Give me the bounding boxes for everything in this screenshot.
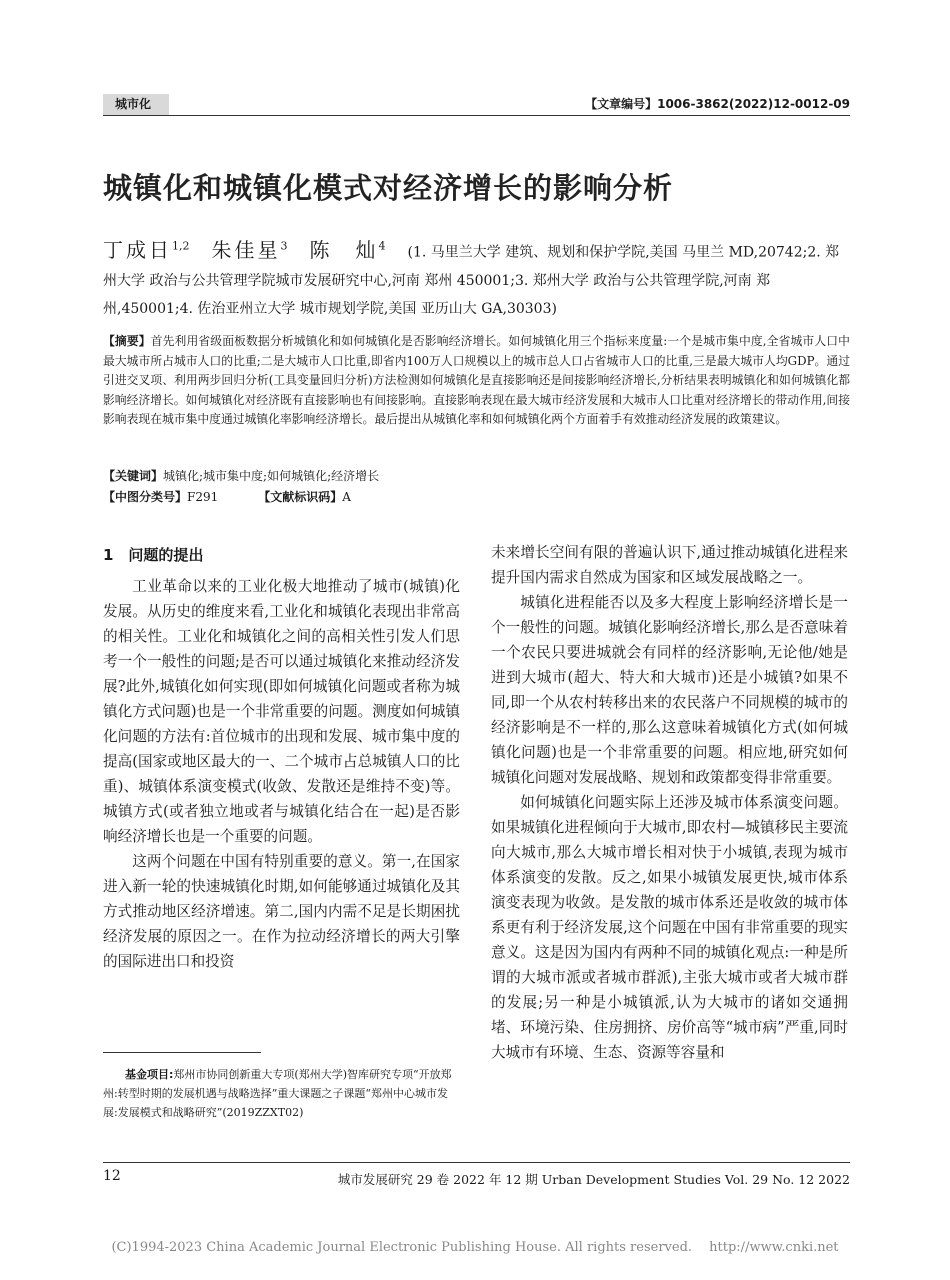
doc-code-value: A [342,490,351,504]
left-column [103,540,460,974]
abstract-text: 首先利用省级面板数据分析城镇化和如何城镇化是否影响经济增长。如何城镇化用三个指标来度量:一个是城市集中度,全省城市人口中最大城市所占城市人口的比重;二是大城市人口比重,即省内100万人口规模以上的城市总人口占省城市人口的比重,三是最大城市人均GDP。通过引进交叉项、利用两步回归分析(工具变量回归分析)方法检测如何城镇化是直接影响还是间接影响经济增长,分析结果表明城镇化和如何城镇化都影响经济增长。如何城镇化对经济既有直接影响也有间接影响。直接影响表现在最大城市经济发展和大城市人口比重对经济增长的带动作用,间接影响表现在城市集中度通过城镇化率影响经济增长。最后提出从城镇化率和如何城镇化两个方面着手有效推动经济发展的政策建议。 [103,334,850,426]
abstract-label: 【摘要】 [103,334,151,348]
author-block [103,232,850,323]
footnote-rule [103,1052,261,1053]
keywords-text: 城镇化;城市集中度;如何城镇化;经济增长 [163,469,380,483]
footnote [103,1065,460,1122]
journal-line: 城市发展研究 29 卷 2022 年 12 期 Urban Development Studies Vol. 29 No. 12 2022 [337,1172,850,1187]
doc-code-label: 【文献标识码】 [258,490,343,504]
footnote-text: 郑州市协同创新重大专项(郑州大学)智库研究专项“开放郑州:转型时期的发展机遇与战略选择”重大课题之子课题“郑州中心城市发展:发展模式和战略研究”(2019ZZXT02) [103,1068,452,1119]
section-heading: 1 问题的提出 [103,546,204,564]
article-number: 【文章编号】1006-3862(2022)12-0012-09 [585,97,850,111]
right-column [491,540,848,1065]
keywords [103,467,379,486]
author-2: 朱佳星$^3$ [211,237,288,262]
author-1: 丁成日$^{1,2}$ [103,237,190,262]
header-rule [103,115,850,116]
copyright-line: (C)1994-2023 China Academic Journal Electronic Publishing House. All rights reserved. http://www.cnki.net [111,1240,839,1255]
column-tag: 城市化 [103,94,169,115]
page-number: 12 [103,1168,121,1184]
clc-value: F291 [187,490,219,504]
paper-title: 城镇化和城镇化模式对经济增长的影响分析 [103,171,674,205]
abstract [103,332,850,430]
footnote-label: 基金项目: [125,1068,174,1081]
paragraph: 这两个问题在中国有特别重要的意义。第一,在国家进入新一轮的快速城镇化时期,如何能够通过城镇化及其方式推动地区经济增速。第二,国内内需不足是长期困扰经济发展的原因之一。在作为拉动经济增长的两大引擎的国际进出口和投资 [103,853,460,970]
affiliations: (1. 马里兰大学 建筑、规划和保护学院,美国 马里兰 MD,20742;2. 郑州大学 政治与公共管理学院城市发展研究中心,河南 郑州 450001;3. 郑州大学 政治与公共管理学院,河南 郑州,450001;4. 佐治亚州立大学 城市规划学院,美国 亚历山大 GA,30303) [103,244,840,317]
paragraph: 工业革命以来的工业化极大地推动了城市(城镇)化发展。从历史的维度来看,工业化和城镇化表现出非常高的相关性。工业化和城镇化之间的高相关性引发人们思考一个一般性的问题;是否可以通过城镇化来推动经济发展?此外,城镇化如何实现(即如何城镇化问题或者称为城镇化方式问题)也是一个非常重要的问题。测度如何城镇化问题的方法有:首位城市的出现和发展、城市集中度的提高(国家或地区最大的一、二个城市占总城镇人口的比重)、城镇体系演变模式(收敛、发散还是维持不变)等。城镇方式(或者独立地或者与城镇化结合在一起)是否影响经济增长也是一个重要的问题。 [103,578,460,845]
paragraph-continuation: 未来增长空间有限的普遍认识下,通过推动城镇化进程来提升国内需求自然成为国家和区域发展战略之一。 [491,544,848,586]
keywords-label: 【关键词】 [103,469,164,483]
author-3: 陈 灿$^4$ [309,237,386,262]
paragraph: 城镇化进程能否以及多大程度上影响经济增长是一个一般性的问题。城镇化影响经济增长,那么是否意味着一个农民只要进城就会有同样的经济影响,无论他/她是进到大城市(超大、特大和大城市)还是小城镇?如果不同,即一个从农村转移出来的农民落户不同规模的城市的经济影响是不一样的,那么这意味着城镇化方式(如何城镇化问题)也是一个非常重要的问题。相应地,研究如何城镇化问题对发展战略、规划和政策都变得非常重要。 [491,594,848,786]
classification-line [103,488,351,507]
footer-rule [103,1162,850,1163]
paragraph: 如何城镇化问题实际上还涉及城市体系演变问题。如果城镇化进程倾向于大城市,即农村—城镇移民主要流向大城市,那么大城市增长相对快于小城镇,表现为城市体系演变的发散。反之,如果小城镇发展更快,城市体系演变表现为收敛。是发散的城市体系还是收敛的城市体系更有利于经济发展,这个问题在中国有非常重要的现实意义。这是因为国内有两种不同的城镇化观点:一种是所谓的大城市派或者城市群派),主张大城市或者大城市群的发展;另一种是小城镇派,认为大城市的诸如交通拥堵、环境污染、住房拥挤、房价高等“城市病”严重,同时大城市有环境、生态、资源等容量和 [491,794,848,1061]
clc-label: 【中图分类号】 [103,490,188,504]
